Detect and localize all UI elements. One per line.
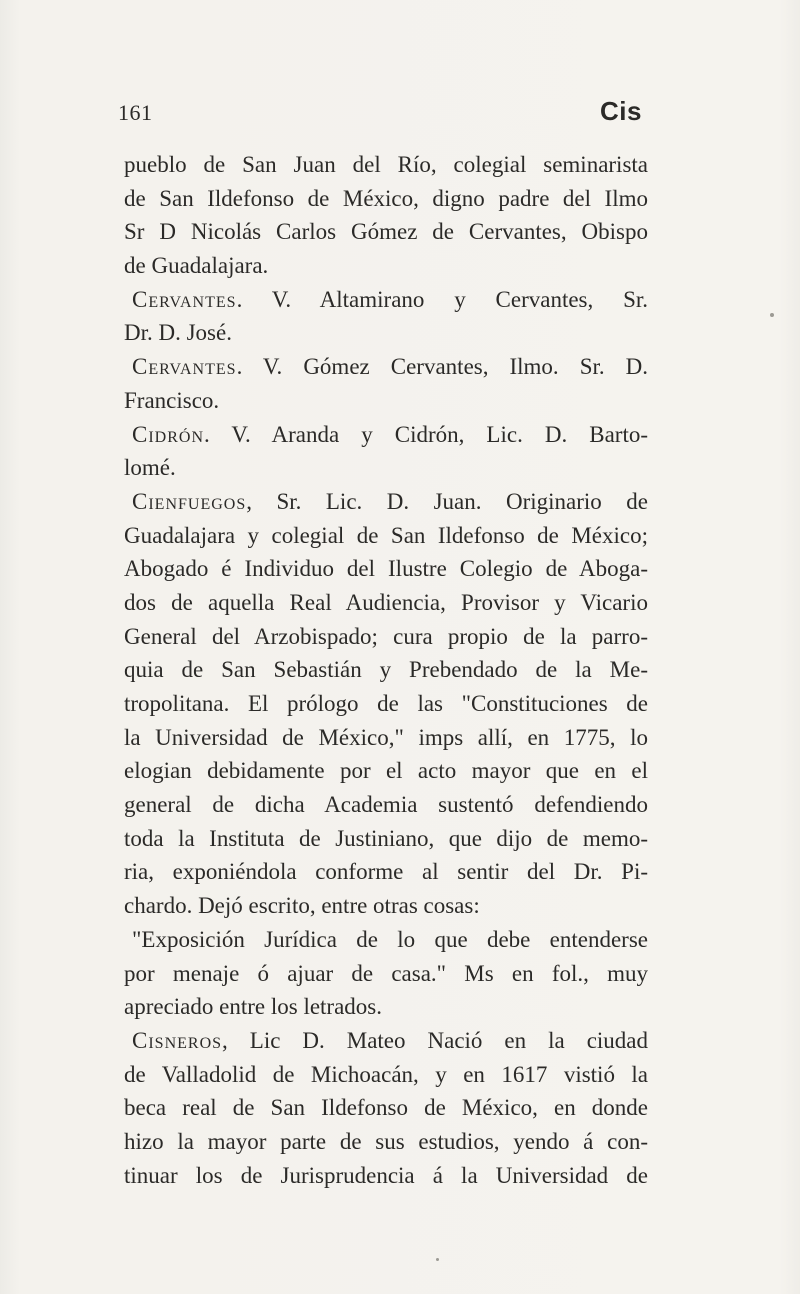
text-line: chardo. Dejó escrito, entre otras cosas: [124,893,480,919]
text-line: lomé. [124,455,176,481]
paper-speck [436,1258,439,1261]
text-line: general de dicha Academia sustentó defendiendo [124,792,648,818]
text-line: elogian debidamente por el acto mayor que en el [124,758,648,784]
page-header [118,96,642,136]
entry-line [124,418,648,452]
text-line: ria, exponiéndola conforme al sentir del Dr. Pi- [124,859,648,885]
text-line: por menaje ó ajuar de casa." Ms en fol., muy [124,960,648,986]
text-line: "Exposición Jurídica de lo que debe entenderse [132,926,648,952]
entry-line [124,350,648,384]
entry-text: , Lic D. Mateo Nació en la ciudad [222,1027,648,1053]
text-line: hizo la mayor parte de sus estudios, yendo á con- [124,1128,648,1154]
entry-text: . V. Aranda y Cidrón, Lic. D. Barto- [204,421,648,447]
entry-headword: Cervantes [132,354,237,380]
text-line: de Valladolid de Michoacán, y en 1617 vistió la [124,1061,648,1087]
text-line: la Universidad de México," imps allí, en 1775, lo [124,724,648,750]
text-line: Guadalajara y colegial de San Ildefonso de México; [124,522,648,548]
page-number: 161 [118,100,153,125]
text-line: General del Arzobispado; cura propio de la parro- [124,623,648,649]
text-line: tropolitana. El prólogo de las "Constituciones de [124,691,648,716]
text-line: de Guadalajara. [124,253,269,279]
text-line: Dr. D. José. [124,320,232,346]
entry-headword: Cidrón [132,421,205,447]
text-line: Sr D Nicolás Carlos Gómez de Cervantes, Obispo [124,219,648,245]
text-line: tinuar los de Jurisprudencia á la Universidad de [124,1162,648,1188]
running-head: Cis [600,96,642,126]
text-line: toda la Instituta de Justiniano, que dijo de memo- [124,825,648,851]
entry-text: , Sr. Lic. D. Juan. Originario de [246,488,648,514]
text-line: quia de San Sebastián y Prebendado de la Me- [124,657,648,683]
entry-text: . V. Altamirano y Cervantes, Sr. [236,286,648,312]
entry-line [124,1024,648,1058]
paper-speck [770,313,774,317]
text-line: de San Ildefonso de México, digno padre del Ilmo [124,185,648,211]
text-line: Abogado é Individuo del Ilustre Colegio de Aboga- [124,556,648,582]
text-line: beca real de San Ildefonso de México, en donde [124,1095,648,1121]
text-line: Francisco. [124,387,220,413]
entry-text: . V. Gómez Cervantes, Ilmo. Sr. D. [236,354,648,380]
entry-line [124,485,648,519]
text-line: pueblo de San Juan del Río, colegial seminarista [124,152,648,177]
entry-headword: Cervantes [132,286,237,312]
text-line: apreciado entre los letrados. [124,994,382,1020]
entry-headword: Cienfuegos [132,488,247,514]
entry-line [124,283,648,317]
text-line: dos de aquella Real Audiencia, Provisor y Vicario [124,589,648,615]
entry-headword: Cisneros [132,1027,223,1053]
body-text [124,148,648,1192]
